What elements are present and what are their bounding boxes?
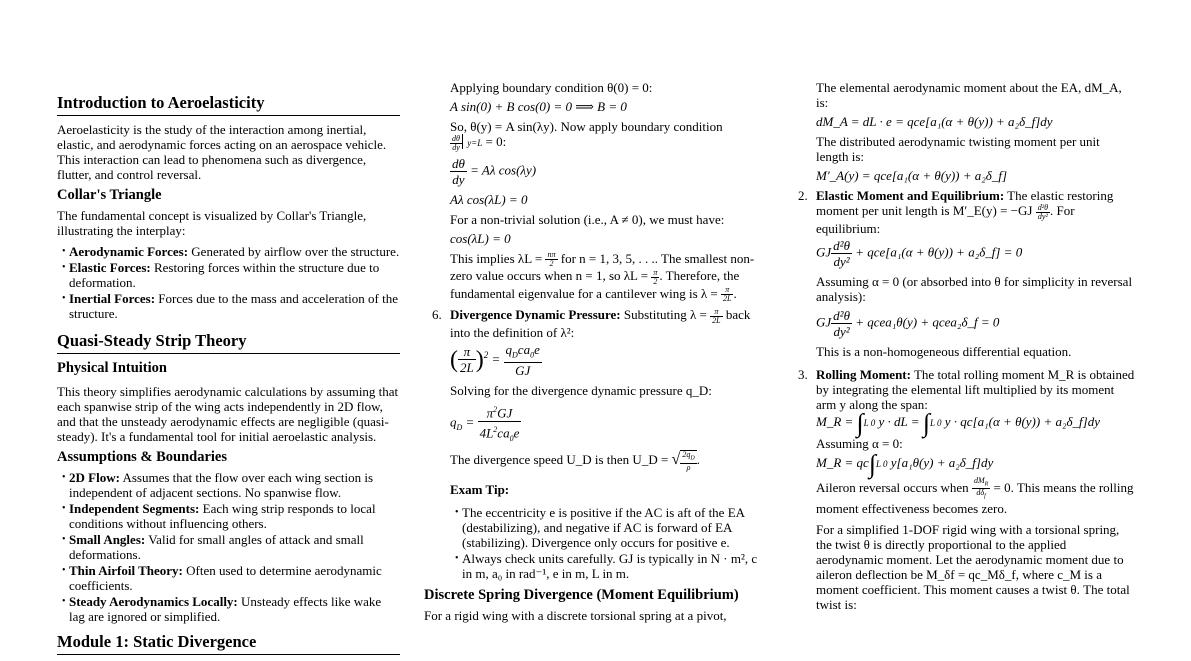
list-item: • The eccentricity e is positive if the AC is aft of the EA (destabilizing), and negative if AC is forward of EA (stabilizing). Divergence only occurs for positive e. (450, 505, 768, 550)
paragraph: This theory simplifies aerodynamic calculations by assuming that each spanwise strip of the wing acts independently in 2D flow, and that the unsteady aerodynamic effects are negligible (quasi-steady). It's a fundamental tool for initial aeroelastic analysis. (57, 384, 399, 444)
list-item: • Independent Segments: Each wing strip responds to local conditions without influencing others. (57, 501, 400, 531)
section-title: Quasi-Steady Strip Theory (57, 331, 400, 354)
paragraph: Applying boundary condition θ(0) = 0: (450, 80, 653, 95)
list-item: • Always check units carefully. GJ is typically in N · m², c in m, a₀ in rad⁻¹, e in m, L in m. (450, 551, 768, 581)
equation: GJ $\frac{\text{d²θ}}{\text{dy²}}$ + qce[a₁(α + θ(y)) + a₂δ_f] = 0 (816, 237, 1023, 269)
paragraph: This implies λL = $\frac{n\pi}{2}$ for n = 1, 3, 5, . . .. The smallest non-zero value occurs when n = 1, so λL = $\frac{\pi}{2}$ . Therefore, the fundamental eigenvalue for a cantilever wing is λ = $\frac{\pi}{2L}$ . (450, 250, 755, 304)
paragraph: The fundamental concept is visualized by Collar's Triangle, illustrating the interplay: (57, 208, 367, 238)
paragraph: Aeroelasticity is the study of the interaction among inertial, elastic, and aerodynamic forces acting on an aerospace vehicle. This interaction can lead to phenomena such as divergence, flutter, and control reversal. (57, 122, 387, 182)
list-item: • Thin Airfoil Theory: Often used to determine aerodynamic coefficients. (57, 563, 400, 593)
paragraph: Solving for the divergence dynamic pressure q_D: (450, 383, 712, 399)
paragraph: For a simplified 1-DOF rigid wing with a torsional spring, the twist θ is directly proportional to the applied aerodynamic moment. Let the aerodynamic moment due to aileron deflection be M_δf = qc_Mδ_f, where c_M is a moment coefficient. This moment causes a twist θ. The total twist is: (816, 521, 1130, 612)
equation: $q_D$ = $\frac{\pi^2GJ}{4L^2ca_0e}$ (450, 402, 768, 445)
paragraph: The distributed aerodynamic twisting moment per unit length is: (816, 134, 1100, 164)
list-item: • Steady Aerodynamics Locally: Unsteady effects like wake lag are ignored or simplified. (57, 594, 400, 624)
paragraph: Assuming α = 0: (816, 435, 903, 451)
fraction: $\frac{d\theta}{dy}$ (452, 133, 460, 152)
list-item: 6. Divergence Dynamic Pressure: Substituting λ = $\frac{\pi}{2L}$ back into the definition of λ²: ( $\frac{\pi}{2L}$ )$^2$ = $\frac{q_Dca_0e}{GJ}$ Solving for the divergence dynamic pressure q_D: $q_D$ = $\frac{\pi^2GJ}{4L^2ca_0e}$ The divergence speed U_D is then U_D = √ $\frac{2q_D}{\rho}$ . Exam Tip: • The eccentricity e is positive if the AC is aft of the EA (destabilizing), and negative if AC is forward of EA (stabilizing). Divergence only occurs for positive e. • Always check units carefully. GJ is typically in N · m², c in m, a₀ in rad⁻¹, e in m, L in m. (424, 307, 768, 581)
list-item: 2. Elastic Moment and Equilibrium: The elastic restoring moment per unit length is M′_E(y) = −GJ $\frac{\text{d²θ}}{\text{dy²}}$ . For equilibrium: GJ $\frac{\text{d²θ}}{\text{dy²}}$ + qce[a₁(α + θ(y)) + a₂δ_f] = 0 Assuming α = 0 (or absorbed into θ for simplicity in reversal analysis): GJ $\frac{\text{d²θ}}{\text{dy²}}$ + qcea₁θ(y) + qcea₂δ_f = 0 This is a non-homogeneous differential equation. (790, 188, 1135, 359)
paragraph: So, θ(y) = A sin(λy). Now apply boundary condition (450, 119, 723, 134)
equation: M_R = qc∫L 0 y[a₁θ(y) + a₂δ_f]dy (816, 449, 994, 479)
paragraph: This is a non-homogeneous differential equation. (816, 343, 1072, 359)
paragraph: For a non-trivial solution (i.e., A ≠ 0), we must have: (450, 211, 725, 227)
equation: $\frac{d\theta}{dy}$ = Aλ cos(λy) (452, 155, 537, 187)
section-title: Module 1: Static Divergence (57, 632, 400, 655)
bullet-list (450, 505, 768, 581)
bullet-list (57, 244, 400, 321)
equation: Aλ cos(λL) = 0 (450, 191, 528, 207)
equation: GJ $\frac{\text{d²θ}}{\text{dy²}}$ + qcea₁θ(y) + qcea₂δ_f = 0 (816, 307, 1000, 339)
list-item: • Aerodynamic Forces: Generated by airflow over the structure. (57, 244, 400, 259)
subsection-title: Assumptions & Boundaries (57, 449, 228, 465)
equation: cos(λL) = 0 (450, 230, 511, 246)
paragraph: The elemental aerodynamic moment about the EA, dM_A, is: (816, 80, 1122, 110)
equation: M′_A(y) = qce[a₁(α + θ(y)) + a₂δ_f] (816, 168, 1008, 183)
list-item: • Elastic Forces: Restoring forces within the structure due to deformation. (57, 260, 400, 290)
list-item: 3. Rolling Moment: The total rolling moment M_R is obtained by integrating the elemental lift multiplied by its moment arm y along the span: M_R = ∫L 0 y · dL = ∫L 0 y · qc[a₁(α + θ(y)) + a₂δ_f]dy Assuming α = 0: M_R = qc∫L 0 y[a₁θ(y) + a₂δ_f]dy Aileron reversal occurs when $\frac{dM_R}{d\delta_f}$ = 0. This means the rolling moment effectiveness becomes zero. For a simplified 1-DOF rigid wing with a torsional spring, the twist θ is directly proportional to the applied aerodynamic moment. Let the aerodynamic moment due to aileron deflection be M_δf = qc_Mδ_f, where c_M is a moment coefficient. This moment causes a twist θ. The total twist is: (798, 366, 1135, 612)
paragraph: Assuming α = 0 (or absorbed into θ for simplicity in reversal analysis): (816, 273, 1133, 304)
subsection-title: Physical Intuition (57, 360, 167, 376)
list-item: • Inertial Forces: Forces due to the mass and acceleration of the structure. (57, 291, 400, 321)
column-1 (57, 80, 400, 661)
column-2 (424, 80, 768, 627)
equation: M_R = ∫L 0 y · dL = ∫L 0 y · qc[a₁(α + θ(y)) + a₂δ_f]dy (816, 408, 1100, 438)
column-3 (790, 80, 1135, 616)
section-title: Introduction to Aeroelasticity (57, 93, 400, 116)
paragraph: Aileron reversal occurs when $\frac{dM_R}{d\delta_f}$ = 0. This means the rolling moment effectiveness becomes zero. (816, 475, 1134, 516)
paragraph: $\frac{d\theta}{dy}$ y=L = 0: (452, 133, 507, 152)
equation: A sin(0) + B cos(0) = 0 ⟹ B = 0 (450, 99, 627, 114)
equation: ( $\frac{\pi}{2L}$ )$^2$ = $\frac{q_Dca_0e}{GJ}$ (450, 341, 540, 379)
paragraph: The divergence speed U_D is then U_D = √ $\frac{2q_D}{\rho}$ . (450, 450, 700, 473)
list-item: • 2D Flow: Assumes that the flow over each wing section is independent of adjacent sections. No spanwise flow. (57, 470, 400, 500)
subsection-title: Collar's Triangle (57, 187, 162, 203)
subsection-title: Discrete Spring Divergence (Moment Equilibrium) (424, 587, 739, 604)
exam-tip-title: Exam Tip: (450, 482, 510, 498)
list-item: • Small Angles: Valid for small angles of attack and small deformations. (57, 532, 400, 562)
paragraph: For a rigid wing with a discrete torsional spring at a pivot, (424, 608, 727, 624)
equation: dM_A = dL · e = qce[a₁(α + θ(y)) + a₂δ_f]dy (816, 114, 1053, 129)
bullet-list (57, 470, 400, 624)
